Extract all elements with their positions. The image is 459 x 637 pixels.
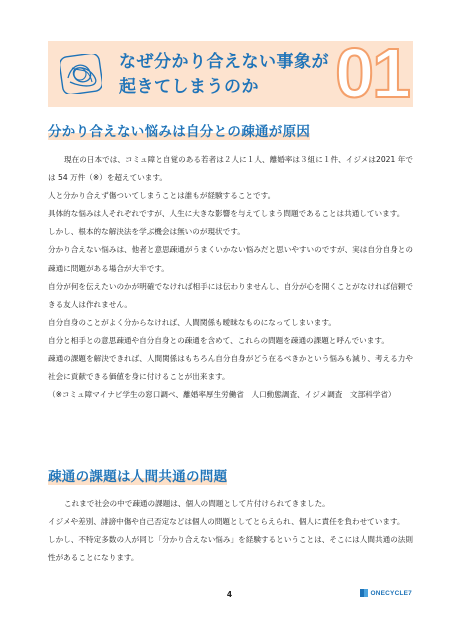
chapter-banner (48, 34, 413, 112)
paragraph: しかし、不特定多数の人が同じ「分かり合えない悩み」を経験するということは、そこには人間共通の法則性があることになります。 (48, 535, 413, 563)
chapter-title-line-1: なぜ分かり合えない事象が (119, 52, 329, 72)
chapter-number: 01 (335, 34, 409, 112)
paragraph: 現在の日本では、コミュ障と自覚のある若者は２人に１人、離婚率は３組に１件、イジメは2021 年では 54 万件（※）を超えています。 (48, 155, 413, 183)
tangled-thread-icon (60, 54, 102, 94)
paragraph: しかし、根本的な解決法を学ぶ機会は無いのが現状です。 (48, 227, 245, 237)
chapter-title (119, 50, 349, 100)
paragraph: イジメや差別、誹謗中傷や自己否定などは個人の問題としてとらえられ、個人に責任を負わせています。 (48, 517, 405, 527)
page-number: 4 (226, 590, 233, 599)
paragraph: これまで社会の中で疎通の課題は、個人の問題として片付けられてきました。 (64, 499, 330, 508)
brand-name: ONECYCLE7 (370, 589, 412, 597)
paragraph: 疎通の課題を解決できれば、人間関係はもちろん自分自身がどう在るべきかという悩みも減り、考える力や社会に貢献できる価値を身に付けることが出来ます。 (48, 354, 413, 382)
section-2-body (48, 495, 413, 567)
chapter-title-line-2: 起きてしまうのか (119, 77, 259, 97)
brand-logo (360, 589, 412, 597)
source-note: （※コミュ障マイナビ学生の窓口調べ、離婚率厚生労働省 人口動態調査、イジメ調査 文部科学省） (48, 390, 396, 400)
paragraph: 自分自身のことがよく分からなければ、人間関係も曖昧なものになってしまいます。 (48, 317, 336, 327)
brand-mark-icon (360, 589, 368, 597)
paragraph: 分かり合えない悩みは、他者と意思疎通がうまくいかない悩みだと思いやすいのですが、実は自分自身との疎通に問題がある場合が大半です。 (48, 245, 413, 273)
section-1-body (48, 151, 413, 404)
paragraph: 人と分かり合えず傷ついてしまうことは誰もが経験することです。 (48, 191, 276, 201)
section-heading-1 (48, 120, 310, 140)
paragraph: 具体的な悩みは人それぞれですが、人生に大きな影響を与えてしまう問題であることは共通しています。 (48, 209, 405, 219)
section-heading-2-text: 疎通の課題は人間共通の問題 (48, 469, 228, 485)
paragraph: 自分が何を伝えたいのかが明確でなければ相手には伝わりませんし、自分が心を開くことがなければ信頼できる友人は作れません。 (48, 281, 413, 309)
section-heading-2 (48, 465, 227, 485)
section-heading-1-text: 分かり合えない悩みは自分との疎通が原因 (48, 124, 311, 140)
paragraph: 自分と相手との意思疎通や自分自身との疎通を含めて、これらの問題を疎通の課題と呼んでいます。 (48, 335, 389, 345)
